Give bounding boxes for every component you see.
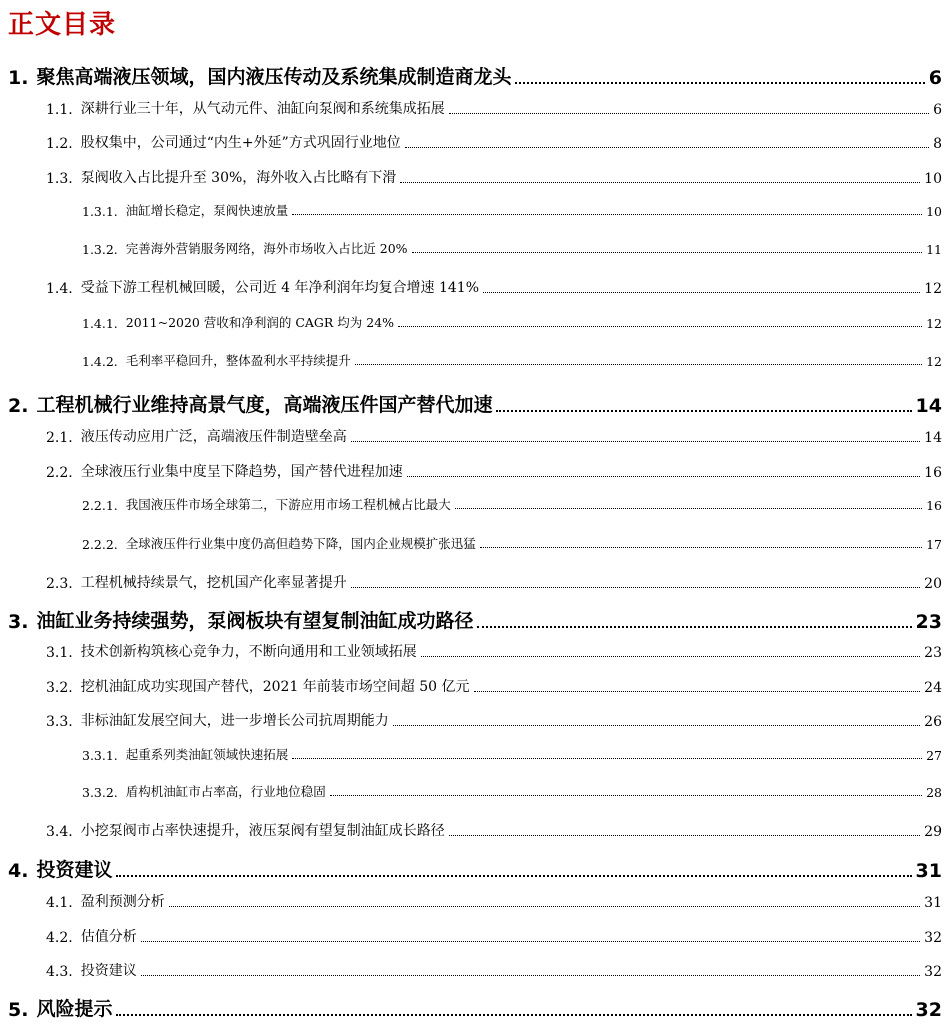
page-title: 正文目录 [8,10,117,40]
toc-entry-number: 2.2.2. [82,537,118,552]
toc-entry-title: 盾构机油缸市占率高，行业地位稳固 [125,784,326,799]
toc-entry-page-number: 31 [915,860,942,882]
toc-entry-title: 完善海外营销服务网络，海外市场收入占比近 20% [125,241,408,256]
toc-entry-number: 2.2.1. [82,498,118,513]
toc-entry-title: 盈利预测分析 [80,894,165,910]
toc-entry-title: 风险提示 [36,998,113,1020]
toc-entry-2-3[interactable] [46,572,942,592]
dot-leader [405,147,929,148]
toc-entry-page-number: 12 [926,316,942,331]
toc-entry-number: 1. [8,67,29,89]
toc-entry-number: 1.4. [46,281,73,297]
toc-entry-number: 1.4.1. [82,316,118,331]
dot-leader [449,113,929,114]
toc-entry-title: 股权集中，公司通过“内生+外延”方式巩固行业地位 [80,135,401,151]
dot-leader [496,410,911,412]
dot-leader [393,725,920,726]
toc-entry-page-number: 26 [924,714,942,730]
dot-leader [116,1014,911,1016]
toc-entry-number: 4.2. [46,930,73,946]
dot-leader [292,214,922,215]
toc-entry-number: 1.3.1. [82,204,118,219]
dot-leader [351,587,920,588]
toc-entry-number: 1.1. [46,102,73,118]
toc-entry-title: 油缸业务持续强势，泵阀板块有望复制油缸成功路径 [36,610,474,632]
toc-entry-number: 1.3. [46,171,73,187]
toc-entry-page-number: 32 [915,999,942,1021]
toc-entry-title: 工程机械行业维持高景气度，高端液压件国产替代加速 [36,394,493,416]
toc-entry-title: 非标油缸发展空间大，进一步增长公司抗周期能力 [80,713,389,729]
toc-entry-title: 2011~2020 营收和净利润的 CAGR 均为 24% [125,315,395,330]
toc-entry-3-3-1[interactable] [82,745,942,763]
toc-entry-3-1[interactable] [46,641,942,661]
toc-entry-1-3[interactable] [46,167,942,187]
dot-leader [449,835,920,836]
toc-entry-title: 挖机油缸成功实现国产替代，2021 年前装市场空间超 50 亿元 [80,679,470,695]
toc-entry-4[interactable] [8,855,942,882]
toc-entry-1[interactable] [8,62,942,89]
toc-entry-number: 3.4. [46,824,73,840]
toc-entry-page-number: 14 [915,395,942,417]
toc-entry-1-4-2[interactable] [82,351,942,369]
toc-entry-page-number: 12 [924,281,942,297]
toc-entry-number: 3.1. [46,645,73,661]
toc-entry-1-4[interactable] [46,277,942,297]
toc-entry-page-number: 27 [926,748,942,763]
toc-entry-page-number: 14 [924,430,942,446]
dot-leader [474,691,921,692]
toc-entry-title: 液压传动应用广泛，高端液压件制造壁垒高 [80,429,347,445]
toc-entry-page-number: 31 [924,895,942,911]
toc-entry-1-2[interactable] [46,132,942,152]
toc-entry-page-number: 17 [926,537,942,552]
toc-entry-page-number: 20 [924,576,942,592]
toc-entry-number: 3.3. [46,714,73,730]
toc-entry-number: 2.1. [46,430,73,446]
toc-entry-1-1[interactable] [46,98,942,118]
toc-entry-title: 小挖泵阀市占率快速提升，液压泵阀有望复制油缸成长路径 [80,823,445,839]
toc-entry-2-2[interactable] [46,461,942,481]
toc-entry-page-number: 23 [924,645,942,661]
toc-entry-page-number: 29 [924,824,942,840]
dot-leader [398,326,922,327]
toc-entry-title: 全球液压件行业集中度仍高但趋势下降，国内企业规模扩张迅猛 [125,536,476,551]
dot-leader [351,441,920,442]
dot-leader [116,875,911,877]
toc-entry-title: 油缸增长稳定，泵阀快速放量 [125,203,289,218]
toc-entry-3-3[interactable] [46,710,942,730]
toc-entry-2-1[interactable] [46,426,942,446]
toc-entry-number: 3.3.2. [82,785,118,800]
toc-entry-number: 1.2. [46,136,73,152]
toc-entry-page-number: 32 [924,930,942,946]
toc-entry-page-number: 12 [926,354,942,369]
toc-entry-title: 全球液压行业集中度呈下降趋势，国产替代进程加速 [80,464,403,480]
dot-leader [355,364,922,365]
toc-entry-4-1[interactable] [46,891,942,911]
toc-entry-page-number: 16 [926,498,942,513]
toc-entry-number: 1.4.2. [82,354,118,369]
dot-leader [407,476,920,477]
dot-leader [477,626,911,628]
toc-entry-2[interactable] [8,390,942,417]
toc-entry-3[interactable] [8,606,942,633]
toc-entry-number: 2. [8,395,29,417]
toc-entry-number: 3.2. [46,680,73,696]
toc-entry-2-2-2[interactable] [82,534,942,552]
toc-entry-3-2[interactable] [46,676,942,696]
toc-entry-page-number: 11 [926,242,942,257]
toc-entry-title: 聚焦高端液压领域，国内液压传动及系统集成制造商龙头 [36,66,512,88]
toc-entry-title: 投资建议 [80,963,137,979]
toc-entry-1-3-1[interactable] [82,201,942,219]
toc-entry-number: 5. [8,999,29,1021]
toc-entry-2-2-1[interactable] [82,495,942,513]
toc-entry-number: 2.3. [46,576,73,592]
toc-entry-number: 3.3.1. [82,748,118,763]
toc-entry-1-3-2[interactable] [82,239,942,257]
toc-entry-number: 4.1. [46,895,73,911]
toc-entry-1-4-1[interactable] [82,313,942,331]
toc-entry-page-number: 24 [924,680,942,696]
dot-leader [169,906,920,907]
toc-entry-number: 4. [8,860,29,882]
toc-entry-3-3-2[interactable] [82,782,942,800]
dot-leader [515,82,924,84]
toc-entry-3-4[interactable] [46,820,942,840]
toc-entry-page-number: 6 [933,102,942,118]
toc-entry-4-2[interactable] [46,926,942,946]
dot-leader [421,656,920,657]
toc-entry-number: 1.3.2. [82,242,118,257]
toc-entry-title: 技术创新构筑核心竞争力，不断向通用和工业领域拓展 [80,644,417,660]
dot-leader [141,941,920,942]
toc-entry-number: 4.3. [46,964,73,980]
dot-leader [455,508,922,509]
toc-entry-title: 起重系列类油缸领域快速拓展 [125,747,289,762]
dot-leader [292,758,922,759]
dot-leader [480,547,922,548]
toc-entry-number: 3. [8,611,29,633]
toc-entry-title: 我国液压件市场全球第二，下游应用市场工程机械占比最大 [125,497,451,512]
toc-entry-page-number: 32 [924,964,942,980]
toc-entry-page-number: 16 [924,465,942,481]
toc-entry-page-number: 10 [926,204,942,219]
toc-entry-page-number: 8 [933,136,942,152]
toc-entry-title: 毛利率平稳回升，整体盈利水平持续提升 [125,353,351,368]
toc-entry-title: 受益下游工程机械回暖，公司近 4 年净利润年均复合增速 141% [80,280,479,296]
dot-leader [141,975,920,976]
toc-entry-page-number: 23 [915,611,942,633]
toc-entry-5[interactable] [8,994,942,1021]
dot-leader [412,252,923,253]
dot-leader [330,795,922,796]
toc-entry-page-number: 10 [924,171,942,187]
toc-entry-page-number: 6 [928,67,942,89]
dot-leader [483,292,920,293]
toc-entry-title: 估值分析 [80,929,137,945]
toc-entry-title: 深耕行业三十年，从气动元件、油缸向泵阀和系统集成拓展 [80,101,445,117]
toc-entry-title: 泵阀收入占比提升至 30%，海外收入占比略有下滑 [80,170,397,186]
toc-entry-page-number: 28 [926,785,942,800]
toc-entry-title: 工程机械持续景气，挖机国产化率显著提升 [80,575,347,591]
toc-entry-4-3[interactable] [46,960,942,980]
toc-entry-number: 2.2. [46,465,73,481]
toc-entry-title: 投资建议 [36,859,113,881]
dot-leader [400,182,920,183]
